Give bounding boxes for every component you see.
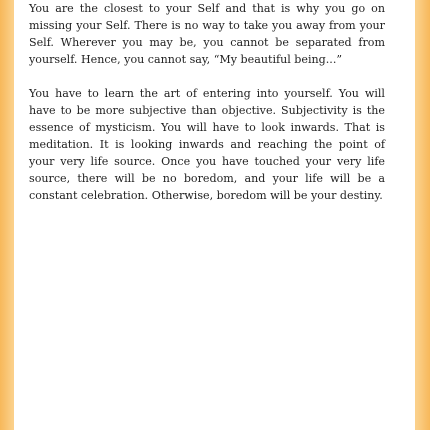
text-column [29,0,385,204]
paragraph-1: You are the closest to your Self and that is why you go on missing your Self. There is no way to take you away from your Self. Wherever you may be, you cannot be separated from yourself. Hence, you cannot say, “My beautiful being...” [29,2,385,66]
paragraph-2: You have to learn the art of entering into yourself. You will have to be more subjective than objective. Subjectivity is the essence of mysticism. You will have to look inwards. That is meditation. It is looking inwards and reaching the point of your very life source. Once you have touched your very life source, there will be no boredom, and your life will be a constant celebration. Otherwise, boredom will be your destiny. [29,87,385,202]
